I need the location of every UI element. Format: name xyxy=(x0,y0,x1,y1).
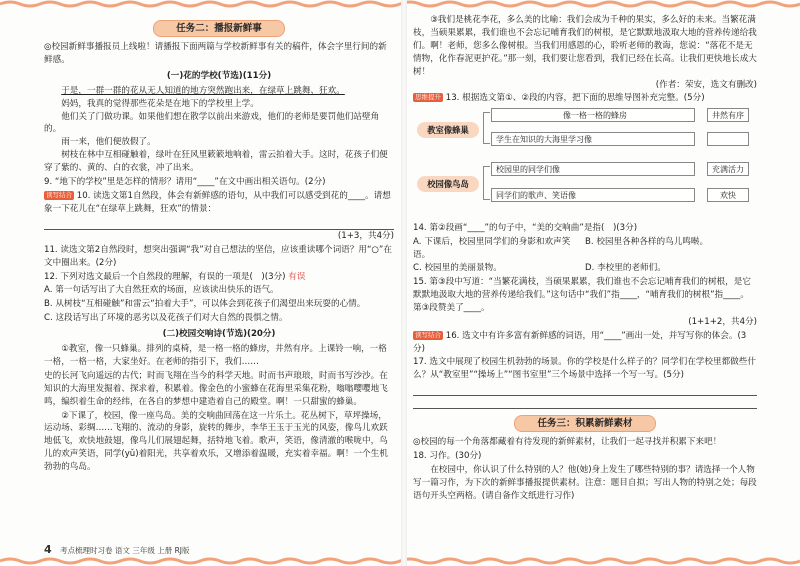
q18-text: 在校园中，你认识了什么特别的人？他(她)身上发生了哪些特别的事？请选择一个人物写一篇习作，为下次的新鲜事播报提供素材。注意：题目自拟；写出人物的特别之处；每段语句开头空两格。(请自备作文纸进行习作) xyxy=(413,465,757,501)
article2-p1-cont: 史的长河飞向遥远的古代；时而飞翔在当今的科学天地。时而书声琅琅，时而书写沙沙。在知识的大海里发掘着、探求着，积累着。像金色的小蜜蜂在花海里采集花粉，嗡嗡嘤嘤地飞鸣，编织着生命的经纬，在各自的梦想中建造着自己的殿堂。啊！一只甜蜜的蜂巢。 xyxy=(44,370,388,407)
task2-title: 任务二：播报新鲜事 xyxy=(153,20,285,37)
q12-text: 12. 下列对选文最后一个自然段的理解，有误的一项是( )(3分) xyxy=(44,271,286,282)
brace-classroom xyxy=(483,112,490,144)
mind-map-answer-1: 井然有序 xyxy=(707,108,749,122)
q14-option-a[interactable]: A. 下课后，校园里同学们的身影和欢声笑语。 xyxy=(413,237,571,261)
q10-score: (1+3，共4分) xyxy=(337,230,394,241)
mind-map-answer-3: 充满活力 xyxy=(707,162,749,176)
brace-campus xyxy=(483,166,490,200)
right-page xyxy=(413,14,757,550)
q16-text: 16. 选文中有许多富有新鲜感的词语，用“____”画出一处，并写写你的体会。(3分) xyxy=(413,330,747,354)
mind-map-answer-4: 欢快 xyxy=(707,188,749,202)
article2-p3: ③我们是桃花李花，多么美的比喻：我们会成为千种的果实，多么好的未来。当繁花满枝，当硕果累累，我们谁也不会忘记哺育我们的树根，是它默默地汲取大地的营养传递给我们。啊！老师，您多么像树根。当我们用感恩的心，聆听老师的教诲，您说：“落花不是无情物，化作春泥更护花。”那一刻，我们要让您看到，我们已经在长高。让我们更快地长成大树！ xyxy=(413,15,757,77)
question-13 xyxy=(413,92,757,105)
article2-p2: ②下课了，校园，像一座鸟岛。美的交响曲回荡在这一片乐土。花丛树下，草坪操场，运动场、彩绸……飞翔的、流动的身影，旋转的舞步，李华王玉于玉光的风姿，像鸟儿欢跃地低飞，欢快地鼓翅，像鸟儿们展翅起舞，括特地飞着。歌声，笑语，像清澈的喉咙中，鸟儿的欢声笑语，同学(yǔ)着阳光，共享着欢乐，又增添着温暖，充实着幸福。啊！一个生机勃勃的鸟岛。 xyxy=(44,410,388,473)
q16-tag: 读写结合 xyxy=(415,330,441,339)
article1-p2: 妈妈，我真的觉得那些花朵是在地下的学校里上学。 xyxy=(61,98,259,109)
question-10 xyxy=(44,190,394,216)
question-9: 9. “地下的学校”里是怎样的情形？请用“____”在文中画出相关语句。(2分) xyxy=(44,177,326,188)
page-gutter xyxy=(401,0,407,566)
q14-option-c[interactable]: C. 校园里的美丽景物。 xyxy=(413,263,502,274)
mind-map-box-2: 学生在知识的大海里学习像 xyxy=(491,132,695,146)
q17-answer-line-2[interactable] xyxy=(413,396,757,409)
question-16 xyxy=(413,330,757,356)
page-footer xyxy=(44,543,190,556)
q10-tag: 读写结合 xyxy=(46,190,72,199)
q13-tag: 思维提升 xyxy=(415,93,441,102)
article2-title: (二)校园交响诗(节选)(20分) xyxy=(162,329,276,340)
q10-answer-line[interactable] xyxy=(44,217,394,230)
task3-title: 任务三：积累新鲜素材 xyxy=(514,415,656,432)
bottom-wave-border xyxy=(0,556,800,566)
task2-intro: ◎校园新鲜事播报员上线啦！请播报下面两篇与学校新鲜事有关的稿件，体会字里行间的新鲜感。 xyxy=(44,42,387,65)
article2-p1: ①教室，像一只蜂巢。排列的桌椅，是一格一格的蜂房，井然有序。上课铃一响，一格一格，一格一格，大家坐好。在老师的指引下，我们…… xyxy=(44,344,387,367)
question-14: 14. 第②段画“____”的句子中，“美的交响曲”是指( )(3分) xyxy=(413,223,638,234)
question-18: 18. 习作。(30分) xyxy=(413,451,482,462)
top-wave-border xyxy=(0,0,800,10)
q14-options xyxy=(413,236,757,275)
mind-map-box-4: 同学们的歌声、笑语像 xyxy=(491,188,695,202)
q12-option-c[interactable]: C. 这段话写出了环境的恶劣以及花孩子们对大自然的畏惧之情。 xyxy=(44,313,288,324)
page-number: 4 xyxy=(44,543,52,556)
q12-keyword: 有误 xyxy=(288,271,306,282)
q12-option-b[interactable]: B. 从树枝“互相碰触”和雷云“拍着大手”，可以体会到花孩子们渴望出来玩耍的心情。 xyxy=(44,299,366,310)
article1-p5: 树枝在林中互相碰触着，绿叶在狂风里簌簌地响着，雷云拍着大手。这时，花孩子们便穿了紫的、黄的、白的衣裳，冲了出来。 xyxy=(44,150,388,174)
question-12 xyxy=(44,271,394,284)
left-page xyxy=(44,14,394,550)
mind-map xyxy=(413,108,757,218)
task3-intro: ◎校园的每一个角落都藏着有待发现的新鲜素材，让我们一起寻找并积累下来吧！ xyxy=(413,437,722,448)
mind-map-answer-2[interactable] xyxy=(707,132,749,146)
q17-answer-line-1[interactable] xyxy=(413,383,757,396)
q13-text: 13. 根据选文第①、②段的内容，把下面的思维导图补充完整。(5分) xyxy=(445,93,705,104)
article1-p3: 他们关了门做功课。如果他们想在散学以前出来游戏，他们的老师是要罚他们站壁角的。 xyxy=(44,111,380,135)
q14-option-d[interactable]: D. 李校里的老师们。 xyxy=(585,263,666,274)
question-15: 15. 第③段中写道：“当繁花满枝，当硕果累累，我们谁也不会忘记哺育我们的树根，是它默默地汲取大地的营养传递给我们。”这句话中“我们”指____，“哺育我们的树根”指____。第③段赞美了____。 xyxy=(413,276,751,313)
question-17: 17. 选文中展现了校园生机勃勃的场景。你的学校是什么样子的？同学们在学校里都做些什么？从“教室里”“操场上”“图书室里”三个场景中选择一个写一写。(5分) xyxy=(413,357,756,381)
book-info: 考点梳理时习卷 语文 三年级 上册 RJ版 xyxy=(60,546,190,555)
article1-title: (一)花的学校(节选)(11分) xyxy=(166,70,272,81)
mind-map-label-campus: 校园像鸟岛 xyxy=(417,176,479,192)
article1-p4: 雨一来，他们便放假了。 xyxy=(61,137,156,148)
question-11: 11. 读选文第2自然段时，想突出强调“我”对自己想法的坚信，应该重读哪个词语？用“○”在文中圈出来。(2分) xyxy=(44,244,392,268)
q14-option-b[interactable]: B. 校园里各种各样的鸟儿鸣啭。 xyxy=(585,237,709,248)
article1-p1: 于是，一群一群的花从无人知道的地方突然跑出来，在绿草上跳舞、狂欢。 xyxy=(61,85,345,96)
mind-map-box-1: 像一格一格的蜂房 xyxy=(491,108,695,122)
q15-score: (1+1+2，共4分) xyxy=(688,316,757,327)
q12-option-a[interactable]: A. 第一句话写出了大自然狂欢的场面，应该读出快乐的语气。 xyxy=(44,285,279,296)
mind-map-box-3: 校园里的同学们像 xyxy=(491,162,695,176)
mind-map-label-classroom: 教室像蜂巢 xyxy=(417,122,479,138)
q10-text: 10. 读选文第1自然段，体会有新鲜感的语句，从中我们可以感受到花的____。请想象一下花儿在“在绿草上跳舞，狂欢”的情景： xyxy=(44,190,391,214)
article-source: (作者：荣安，选文有删改) xyxy=(655,79,757,90)
